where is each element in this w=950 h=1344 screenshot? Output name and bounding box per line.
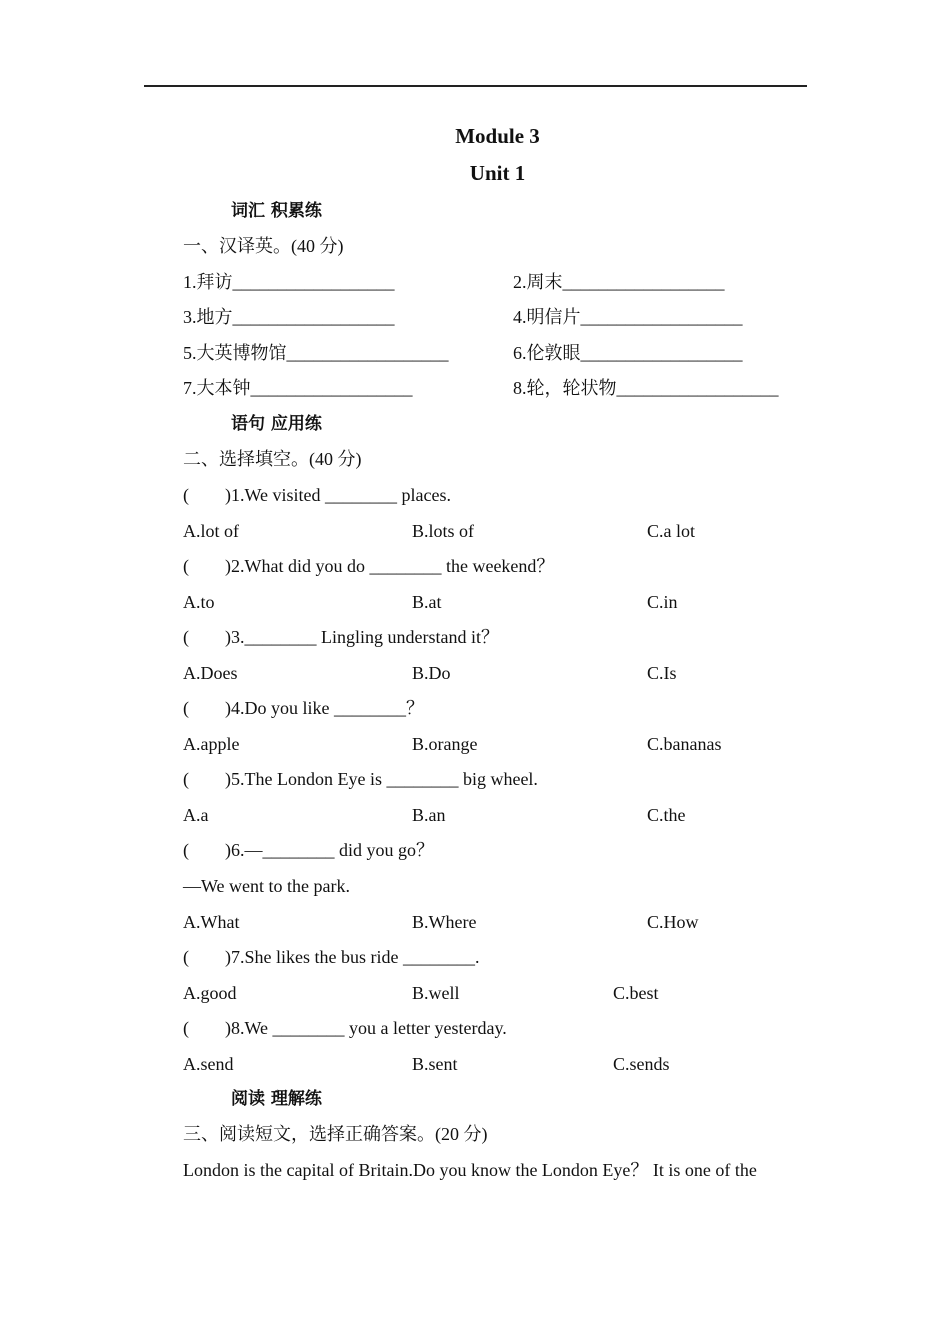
option-a: A.apple xyxy=(183,734,240,754)
vocab-item: 4.明信片__________________ xyxy=(513,307,743,327)
question-stem: ( )5.The London Eye is ________ big wheel. xyxy=(183,769,538,789)
option-c: C.the xyxy=(647,805,686,825)
section-label-vocabulary: 词汇 积累练 xyxy=(231,201,322,221)
option-a: A.lot of xyxy=(183,521,239,541)
question-stem: ( )7.She likes the bus ride ________. xyxy=(183,947,480,967)
vocab-item: 6.伦敦眼__________________ xyxy=(513,343,743,363)
option-b: B.Do xyxy=(412,663,451,683)
reading-passage: London is the capital of Britain.Do you know the London Eye？ It is one of the xyxy=(183,1160,757,1180)
question-stem: ( )8.We ________ you a letter yesterday. xyxy=(183,1018,507,1038)
option-c: C.Is xyxy=(647,663,677,683)
vocab-item: 7.大本钟__________________ xyxy=(183,378,413,398)
option-b: B.lots of xyxy=(412,521,475,541)
question-stem: ( )6.—________ did you go？ xyxy=(183,840,434,860)
option-c: C.bananas xyxy=(647,734,722,754)
question-stem: ( )1.We visited ________ places. xyxy=(183,485,451,505)
option-b: B.well xyxy=(412,983,460,1003)
option-a: A.good xyxy=(183,983,237,1003)
section-label-sentences: 语句 应用练 xyxy=(231,414,322,434)
section-heading-translation: 一、汉译英。(40 分) xyxy=(183,236,344,256)
option-c: C.How xyxy=(647,912,699,932)
section-heading-reading: 三、阅读短文，选择正确答案。(20 分) xyxy=(183,1124,488,1144)
option-a: A.What xyxy=(183,912,240,932)
option-b: B.an xyxy=(412,805,446,825)
question-stem: ( )4.Do you like ________？ xyxy=(183,698,424,718)
module-title: Module 3 xyxy=(455,124,540,148)
option-b: B.sent xyxy=(412,1054,458,1074)
option-c: C.in xyxy=(647,592,678,612)
vocab-item: 2.周末__________________ xyxy=(513,272,725,292)
question-dialogue-line: —We went to the park. xyxy=(183,876,351,896)
option-a: A.Does xyxy=(183,663,238,683)
vocab-item: 5.大英博物馆__________________ xyxy=(183,343,449,363)
option-b: B.at xyxy=(412,592,442,612)
vocab-item: 1.拜访__________________ xyxy=(183,272,395,292)
option-b: B.orange xyxy=(412,734,478,754)
option-a: A.a xyxy=(183,805,209,825)
option-b: B.Where xyxy=(412,912,477,932)
vocab-item: 8.轮，轮状物__________________ xyxy=(513,378,779,398)
section-heading-multiple-choice: 二、选择填空。(40 分) xyxy=(183,449,362,469)
unit-title: Unit 1 xyxy=(469,161,526,185)
section-label-reading: 阅读 理解练 xyxy=(231,1089,322,1109)
option-c: C.a lot xyxy=(647,521,695,541)
option-c: C.best xyxy=(613,983,659,1003)
question-stem: ( )2.What did you do ________ the weekend？ xyxy=(183,556,555,576)
option-a: A.send xyxy=(183,1054,234,1074)
option-c: C.sends xyxy=(613,1054,670,1074)
question-stem: ( )3.________ Lingling understand it？ xyxy=(183,627,499,647)
option-a: A.to xyxy=(183,592,215,612)
header-rule xyxy=(144,85,807,87)
vocab-item: 3.地方__________________ xyxy=(183,307,395,327)
